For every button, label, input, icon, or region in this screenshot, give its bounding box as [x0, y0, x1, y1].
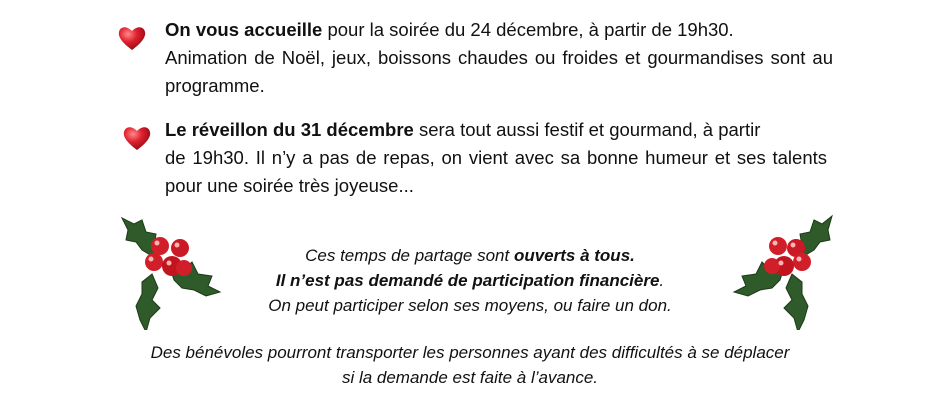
sharing-line2-bold: Il n’est pas demandé de participation financière: [275, 271, 660, 290]
transport-notice: [0, 340, 940, 390]
sharing-line2-suffix: .: [659, 271, 665, 290]
sharing-line3: On peut participer selon ses moyens, ou faire un don.: [268, 296, 672, 315]
transport-line1: Des bénévoles pourront transporter les personnes ayant des difficultés à se déplacer: [150, 343, 790, 362]
paragraph-reveillon: [165, 116, 827, 200]
paragraph-welcome: [165, 16, 833, 100]
welcome-continuation: Animation de Noël, jeux, boissons chaudes ou froides et gourmandises sont au programme.: [165, 47, 833, 96]
transport-line2: si la demande est faite à l’avance.: [341, 368, 599, 387]
welcome-line1: pour la soirée du 24 décembre, à partir de 19h30.: [322, 19, 734, 40]
heart-icon: [117, 24, 147, 52]
reveillon-bold: Le réveillon du 31 décembre: [165, 119, 414, 140]
sharing-line1-prefix: Ces temps de partage sont: [305, 246, 514, 265]
sharing-notice: [0, 243, 940, 318]
welcome-bold: On vous accueille: [165, 19, 323, 40]
reveillon-line1: sera tout aussi festif et gourmand, à partir: [413, 119, 761, 140]
reveillon-continuation: de 19h30. Il n’y a pas de repas, on vient avec sa bonne humeur et ses talents pour une soirée très joyeuse...: [165, 147, 827, 196]
sharing-line1-bold: ouverts à tous.: [513, 246, 635, 265]
heart-icon: [122, 124, 152, 152]
